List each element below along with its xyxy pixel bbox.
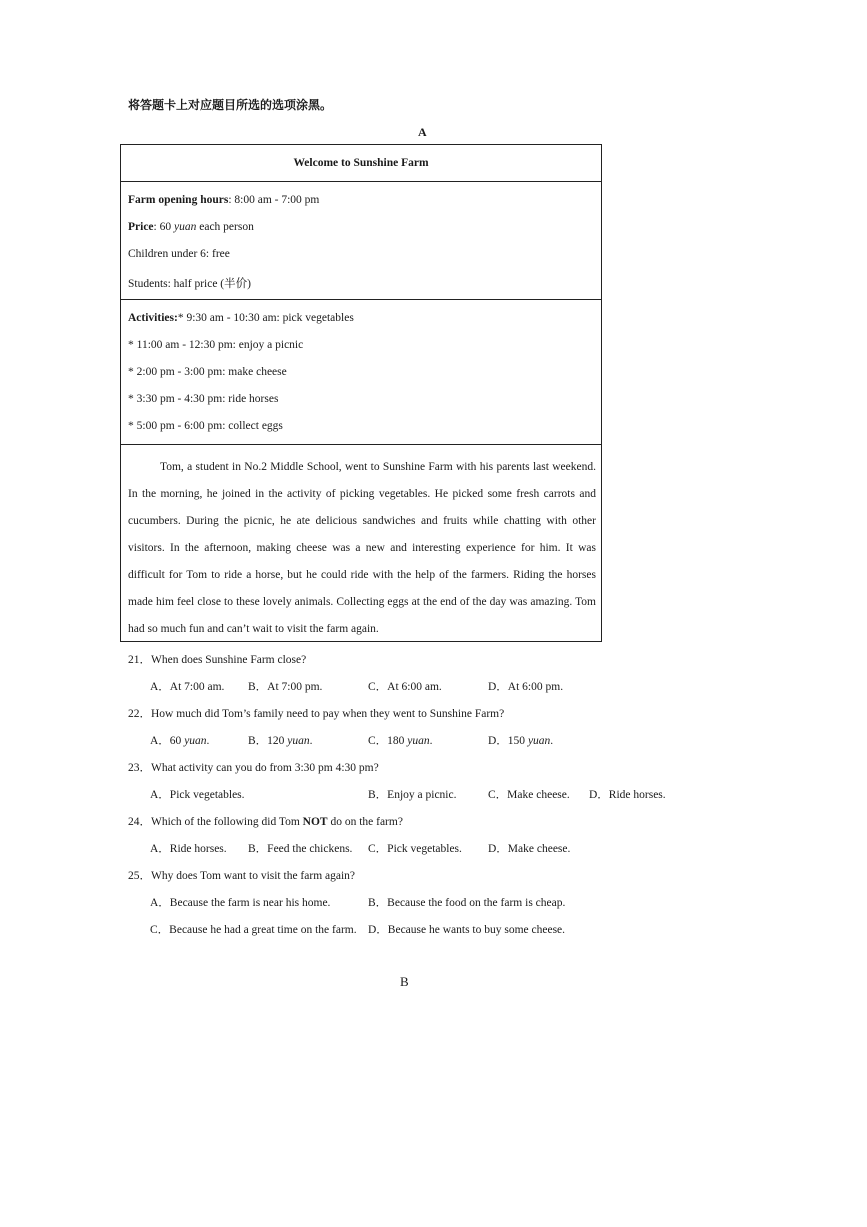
children-price: Children under 6: free xyxy=(128,248,230,260)
price-suffix: each person xyxy=(196,221,254,233)
question-23: 23．What activity can you do from 3:30 pm 4:30 pm? xyxy=(128,762,379,774)
hours-value: : 8:00 am - 7:00 pm xyxy=(228,194,320,206)
passage-text: Tom, a student in No.2 Middle School, went to Sunshine Farm with his parents last weekend. In the morning, he joined in the activity of picking vegetables. He picked some fresh carrots and cucumbers. During the picnic, he ate delicious sandwiches and fruits while chatting with other visitors. In the afternoon, making cheese was a new and interesting experience for him. It was difficult for Tom to ride a horse, but he could ride with the help of the farmers. Riding the horses made him feel close to these lovely animals. Collecting eggs at the end of the day was amazing. Tom had so much fun and can’t wait to visit the farm again. xyxy=(128,461,596,635)
option-21-b: B．At 7:00 pm. xyxy=(248,681,323,693)
option-unit: yuan xyxy=(184,735,207,747)
option-21-a: A．At 7:00 am. xyxy=(150,681,225,693)
emphasis-text: NOT xyxy=(302,816,328,828)
activity-item: * 5:00 pm - 6:00 pm: collect eggs xyxy=(128,420,283,432)
option-23-a: A．Pick vegetables. xyxy=(150,789,245,801)
option-23-b: B．Enjoy a picnic. xyxy=(368,789,457,801)
activity-item: * 3:30 pm - 4:30 pm: ride horses xyxy=(128,393,279,405)
activity-item: * 11:00 am - 12:30 pm: enjoy a picnic xyxy=(128,339,304,351)
option-22-d: D．150 yuan. xyxy=(488,735,554,747)
question-text: do on the farm? xyxy=(327,816,403,828)
price-unit: yuan xyxy=(174,221,197,233)
question-22: 22．How much did Tom’s family need to pay when they went to Sunshine Farm? xyxy=(128,708,505,720)
activity-item xyxy=(128,312,354,324)
option-25-c: C．Because he had a great time on the farm. xyxy=(150,924,357,936)
activity-item: * 2:00 pm - 3:00 pm: make cheese xyxy=(128,366,287,378)
option-24-a: A．Ride horses. xyxy=(150,843,227,855)
section-a-label: A xyxy=(418,125,427,139)
option-22-b: B．120 yuan. xyxy=(248,735,313,747)
section-b-label: B xyxy=(400,974,409,989)
option-25-a: A．Because the farm is near his home. xyxy=(150,897,331,909)
option-25-d: D．Because he wants to buy some cheese. xyxy=(368,924,566,936)
notice-title: Welcome to Sunshine Farm xyxy=(293,157,429,169)
option-23-c: C．Make cheese. xyxy=(488,789,570,801)
opening-hours xyxy=(128,194,319,206)
farm-notice-box xyxy=(120,144,602,642)
divider xyxy=(121,444,601,445)
students-price: Students: half price (半价) xyxy=(128,278,251,290)
option-24-c: C．Pick vegetables. xyxy=(368,843,462,855)
option-22-a: A．60 yuan. xyxy=(150,735,210,747)
option-23-d: D．Ride horses. xyxy=(589,789,666,801)
option-24-d: D．Make cheese. xyxy=(488,843,571,855)
question-text: 24．Which of the following did Tom xyxy=(128,816,303,828)
option-22-c: C．180 yuan. xyxy=(368,735,433,747)
question-25: 25．Why does Tom want to visit the farm again? xyxy=(128,870,356,882)
option-25-b: B．Because the food on the farm is cheap. xyxy=(368,897,566,909)
price-line xyxy=(128,221,254,233)
activity-text: * 9:30 am - 10:30 am: pick vegetables xyxy=(177,312,354,324)
option-text: D．150 xyxy=(488,735,526,747)
question-24 xyxy=(128,813,403,829)
option-text: A．60 xyxy=(150,735,182,747)
divider xyxy=(121,181,601,182)
instruction-text: 将答题卡上对应题目所选的选项涂黑。 xyxy=(128,98,333,112)
option-unit: yuan xyxy=(287,735,310,747)
option-24-b: B．Feed the chickens. xyxy=(248,843,353,855)
activities-label: Activities: xyxy=(128,312,178,324)
question-21: 21．When does Sunshine Farm close? xyxy=(128,654,307,666)
option-text: C．180 xyxy=(368,735,405,747)
price-label: Price xyxy=(128,221,154,233)
option-21-d: D．At 6:00 pm. xyxy=(488,681,564,693)
option-unit: yuan xyxy=(407,735,430,747)
hours-label: Farm opening hours xyxy=(128,194,229,206)
divider xyxy=(121,299,601,300)
option-unit: yuan xyxy=(527,735,551,747)
price-value: : 60 xyxy=(153,221,174,233)
option-text: B．120 xyxy=(248,735,285,747)
option-21-c: C．At 6:00 am. xyxy=(368,681,442,693)
